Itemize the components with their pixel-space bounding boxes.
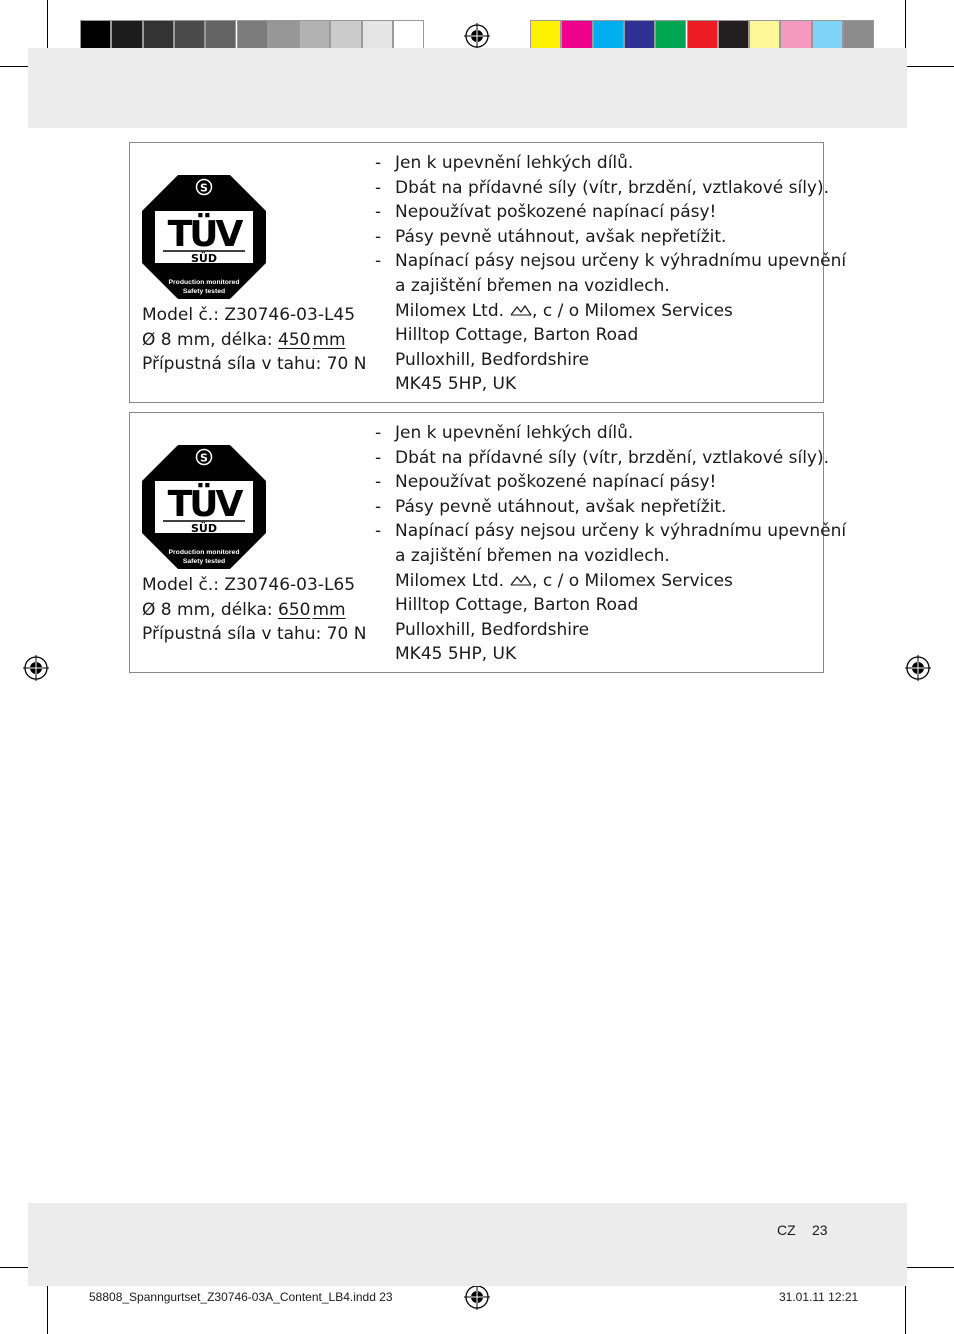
gray-swatch: [80, 20, 111, 50]
color-swatch: [780, 20, 811, 50]
gray-swatch: [362, 20, 393, 50]
address-line: Hilltop Cottage, Barton Road: [395, 325, 639, 346]
page-number: 23: [812, 1222, 828, 1238]
registration-mark-icon: [905, 655, 931, 681]
bullet-item: - Pásy pevně utáhnout, avšak nepřetížit.: [375, 496, 727, 517]
dimension-line: Ø 8 mm, délka: 650 mm: [142, 599, 346, 620]
bullet-continuation: a zajištění břemen na vozidlech.: [395, 275, 670, 296]
crop-mark: [47, 0, 48, 48]
page-language: CZ: [777, 1222, 796, 1238]
svg-text:S: S: [200, 181, 208, 195]
gray-swatch: [205, 20, 236, 50]
bullet-item: - Jen k upevnění lehkých dílů.: [375, 153, 634, 173]
bullet-item: - Napínací pásy nejsou určeny k výhradnímu upevnění: [375, 521, 847, 542]
svg-text:Production monitored: Production monitored: [168, 279, 240, 286]
address-line: Pulloxhill, Bedfordshire: [395, 349, 590, 370]
length-unit: mm: [312, 329, 346, 350]
header-band: [28, 48, 907, 128]
color-swatch: [655, 20, 686, 50]
footer-band: [28, 1203, 907, 1286]
gray-swatch: [268, 20, 299, 50]
registration-mark-icon: [23, 655, 49, 681]
bullet-item: - Nepoužívat poškozené napínací pásy!: [375, 202, 717, 223]
bullet-continuation: a zajištění břemen na vozidlech.: [395, 545, 670, 566]
mountain-logo-icon: [510, 574, 532, 586]
gray-swatch: [330, 20, 361, 50]
crop-mark: [905, 0, 906, 48]
length-value: 450: [278, 329, 311, 350]
address-line: MK45 5HP, UK: [395, 374, 517, 395]
gray-swatch: [393, 20, 424, 50]
address-line: Hilltop Cottage, Barton Road: [395, 595, 639, 616]
gray-swatch: [143, 20, 174, 50]
bullet-item: - Dbát na přídavné síly (vítr, brzdění, vztlakové síly).: [375, 447, 830, 468]
bullet-item: - Jen k upevnění lehkých dílů.: [375, 423, 634, 443]
color-swatch: [530, 20, 561, 50]
print-slug-date: 31.01.11 12:21: [779, 1290, 859, 1304]
color-swatch: [749, 20, 780, 50]
svg-text:SÜD: SÜD: [191, 522, 217, 535]
crop-mark: [905, 1267, 954, 1268]
address-line: Pulloxhill, Bedfordshire: [395, 619, 590, 640]
color-swatch: [593, 20, 624, 50]
instructions: [375, 151, 846, 397]
model-number: Model č.: Z30746-03-L65: [142, 575, 356, 595]
label-card: [129, 412, 847, 673]
color-swatch: [718, 20, 749, 50]
registration-mark-icon: [464, 23, 490, 49]
svg-text:Safety tested: Safety tested: [182, 288, 226, 295]
crop-mark: [905, 1286, 906, 1334]
force-line: Přípustná síla v tahu: 70 N: [142, 624, 367, 644]
tuv-sud-badge-icon: [141, 444, 267, 570]
length-unit: mm: [312, 599, 346, 620]
address-company: Milomex Ltd. , c / o Milomex Services: [395, 300, 733, 321]
gray-swatch: [111, 20, 142, 50]
label-card: [129, 142, 847, 403]
tuv-sud-badge-icon: [141, 174, 267, 300]
svg-text:S: S: [200, 451, 208, 465]
svg-text:Production monitored: Production monitored: [168, 549, 240, 556]
svg-text:SÜD: SÜD: [191, 252, 217, 265]
address-company: Milomex Ltd. , c / o Milomex Services: [395, 570, 733, 591]
color-swatch: [843, 20, 874, 50]
dimension-line: Ø 8 mm, délka: 450 mm: [142, 329, 346, 350]
product-spec: [142, 573, 366, 647]
bullet-item: - Dbát na přídavné síly (vítr, brzdění, vztlakové síly).: [375, 177, 830, 198]
model-number: Model č.: Z30746-03-L45: [142, 305, 356, 325]
svg-text:TÜV: TÜV: [167, 484, 241, 525]
length-value: 650: [278, 599, 311, 620]
product-spec: [142, 303, 366, 377]
bullet-item: - Napínací pásy nejsou určeny k výhradnímu upevnění: [375, 251, 847, 272]
print-slug-filename: 58808_Spanngurtset_Z30746-03A_Content_LB4.indd 23: [89, 1290, 393, 1304]
force-line: Přípustná síla v tahu: 70 N: [142, 354, 367, 374]
color-swatch: [624, 20, 655, 50]
gray-swatch: [237, 20, 268, 50]
color-swatch: [687, 20, 718, 50]
svg-text:TÜV: TÜV: [167, 214, 241, 255]
instructions: [375, 421, 846, 667]
color-swatch: [812, 20, 843, 50]
crop-mark: [905, 66, 954, 67]
gray-swatch: [174, 20, 205, 50]
gray-swatch: [299, 20, 330, 50]
crop-mark: [47, 1286, 48, 1334]
bullet-item: - Pásy pevně utáhnout, avšak nepřetížit.: [375, 226, 727, 247]
svg-text:Safety tested: Safety tested: [182, 558, 226, 565]
bullet-item: - Nepoužívat poškozené napínací pásy!: [375, 472, 717, 493]
address-line: MK45 5HP, UK: [395, 644, 517, 665]
mountain-logo-icon: [510, 304, 532, 316]
registration-mark-icon: [464, 1284, 490, 1310]
color-swatch: [561, 20, 592, 50]
